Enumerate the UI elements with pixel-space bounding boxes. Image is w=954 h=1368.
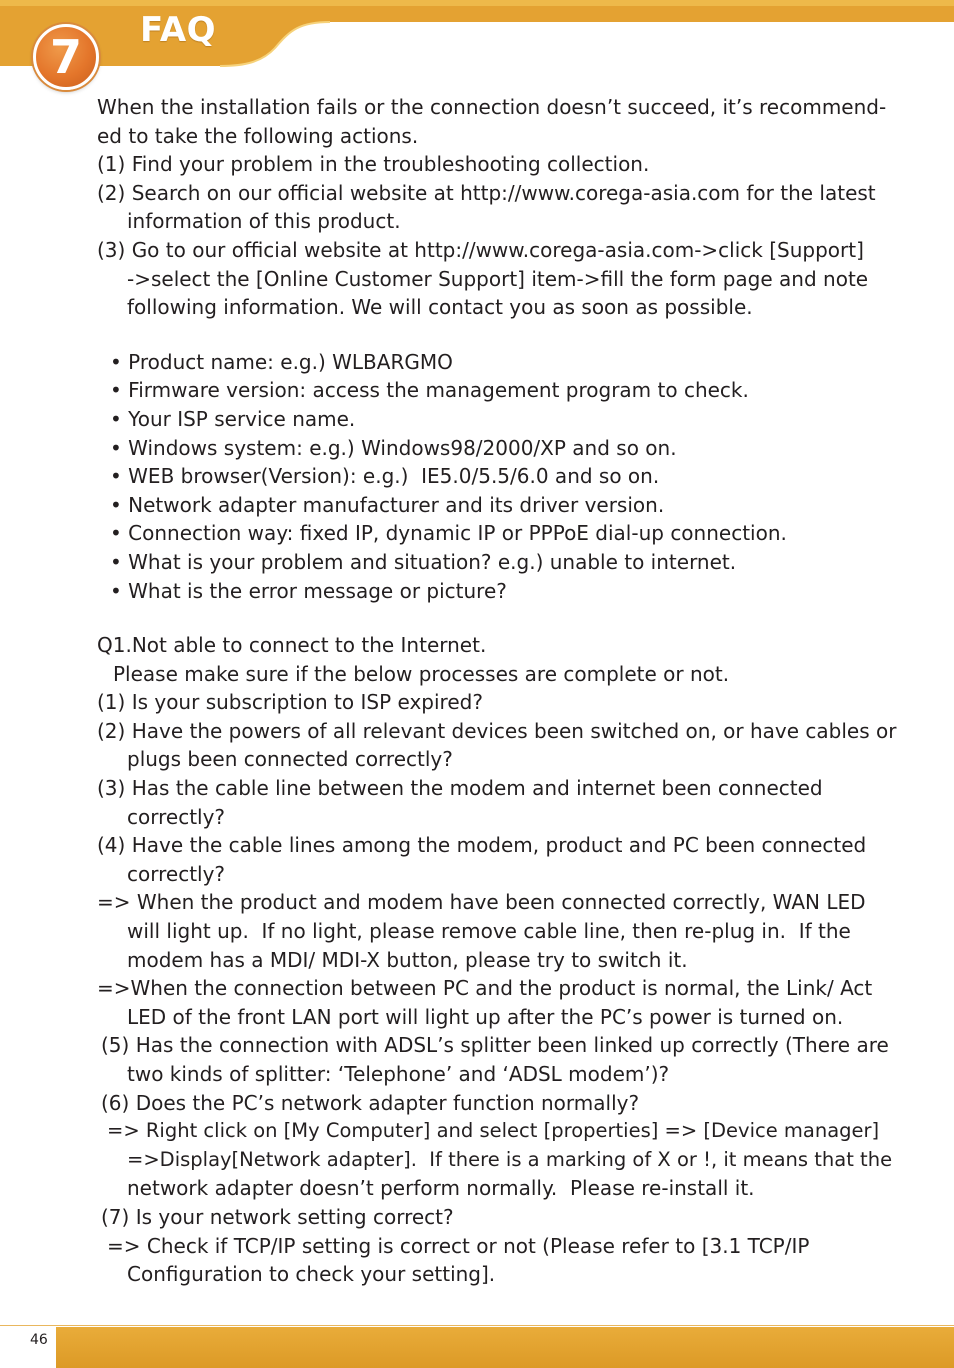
chapter-header [0, 0, 954, 90]
intro-line: (1) Find your problem in the troubleshooting collection. [97, 152, 650, 177]
answer-line: modem has a MDI/ MDI-X button, please try to switch it. [127, 947, 688, 972]
answer-line: (6) Does the PC’s network adapter function normally? [101, 1090, 640, 1115]
answer-line: (1) Is your subscription to ISP expired? [97, 690, 483, 715]
answer-line: => Check if TCP/IP setting is correct or not (Please refer to [3.1 TCP/IP [107, 1233, 810, 1258]
info-bullet: • Product name: e.g.) WLBARGMO [110, 349, 453, 374]
footer-bar [0, 1327, 954, 1368]
answer-line: plugs been connected correctly? [127, 747, 453, 772]
question-heading: Q1.Not able to connect to the Internet. [97, 633, 487, 658]
answer-line: LED of the front LAN port will light up after the PC’s power is turned on. [127, 1004, 844, 1029]
answer-line: =>Display[Network adapter]. If there is a marking of X or !, it means that the [127, 1147, 893, 1171]
intro-line: following information. We will contact you as soon as possible. [127, 295, 753, 320]
page-title: FAQ [140, 10, 217, 50]
info-bullet: • Firmware version: access the management program to check. [110, 378, 749, 403]
answer-line: => When the product and modem have been connected correctly, WAN LED [97, 890, 866, 915]
info-bullet: • Network adapter manufacturer and its driver version. [110, 492, 665, 517]
info-bullet: • Windows system: e.g.) Windows98/2000/XP and so on. [110, 435, 677, 460]
answer-line: correctly? [127, 804, 226, 829]
faq-content [97, 93, 897, 1289]
chapter-badge [33, 24, 99, 90]
intro-line: information of this product. [127, 209, 401, 234]
answer-line: (2) Have the powers of all relevant devices been switched on, or have cables or [97, 718, 897, 743]
page-number: 46 [30, 1332, 48, 1348]
answer-line: (7) Is your network setting correct? [101, 1204, 454, 1229]
footer-divider [0, 1325, 954, 1326]
chapter-number: 7 [49, 30, 82, 84]
answer-line: Configuration to check your setting]. [127, 1262, 496, 1287]
info-bullet: • What is the error message or picture? [110, 578, 507, 603]
answer-line: Please make sure if the below processes are complete or not. [113, 661, 730, 686]
intro-line: (3) Go to our official website at http://www.corega-asia.com->click [Support] [97, 237, 864, 262]
intro-line: (2) Search on our official website at http://www.corega-asia.com for the latest [97, 180, 876, 205]
info-bullet: • What is your problem and situation? e.g.) unable to internet. [110, 549, 737, 574]
info-bullet: • WEB browser(Version): e.g.) IE5.0/5.5/6.0 and so on. [110, 464, 660, 489]
answer-line: two kinds of splitter: ‘Telephone’ and ‘ADSL modem’)? [127, 1062, 670, 1086]
intro-line: When the installation fails or the connection doesn’t succeed, it’s recommend- [97, 95, 887, 119]
intro-line: ed to take the following actions. [97, 123, 419, 148]
answer-line: (5) Has the connection with ADSL’s splitter been linked up correctly (There are [101, 1033, 889, 1058]
answer-line: => Right click on [My Computer] and select [properties] => [Device manager] [107, 1119, 880, 1143]
info-bullet: • Connection way: fixed IP, dynamic IP or PPPoE dial-up connection. [110, 521, 787, 546]
answer-line: (4) Have the cable lines among the modem, product and PC been connected [97, 833, 867, 858]
answer-line: correctly? [127, 861, 226, 886]
info-bullet: • Your ISP service name. [110, 406, 356, 431]
intro-line: ->select the [Online Customer Support] item->fill the form page and note [127, 266, 869, 291]
answer-line: =>When the connection between PC and the product is normal, the Link/ Act [97, 976, 873, 1001]
answer-line: network adapter doesn’t perform normally. Please re-install it. [127, 1176, 755, 1201]
answer-line: will light up. If no light, please remove cable line, then re-plug in. If the [127, 919, 851, 944]
answer-line: (3) Has the cable line between the modem and internet been connected [97, 776, 823, 801]
